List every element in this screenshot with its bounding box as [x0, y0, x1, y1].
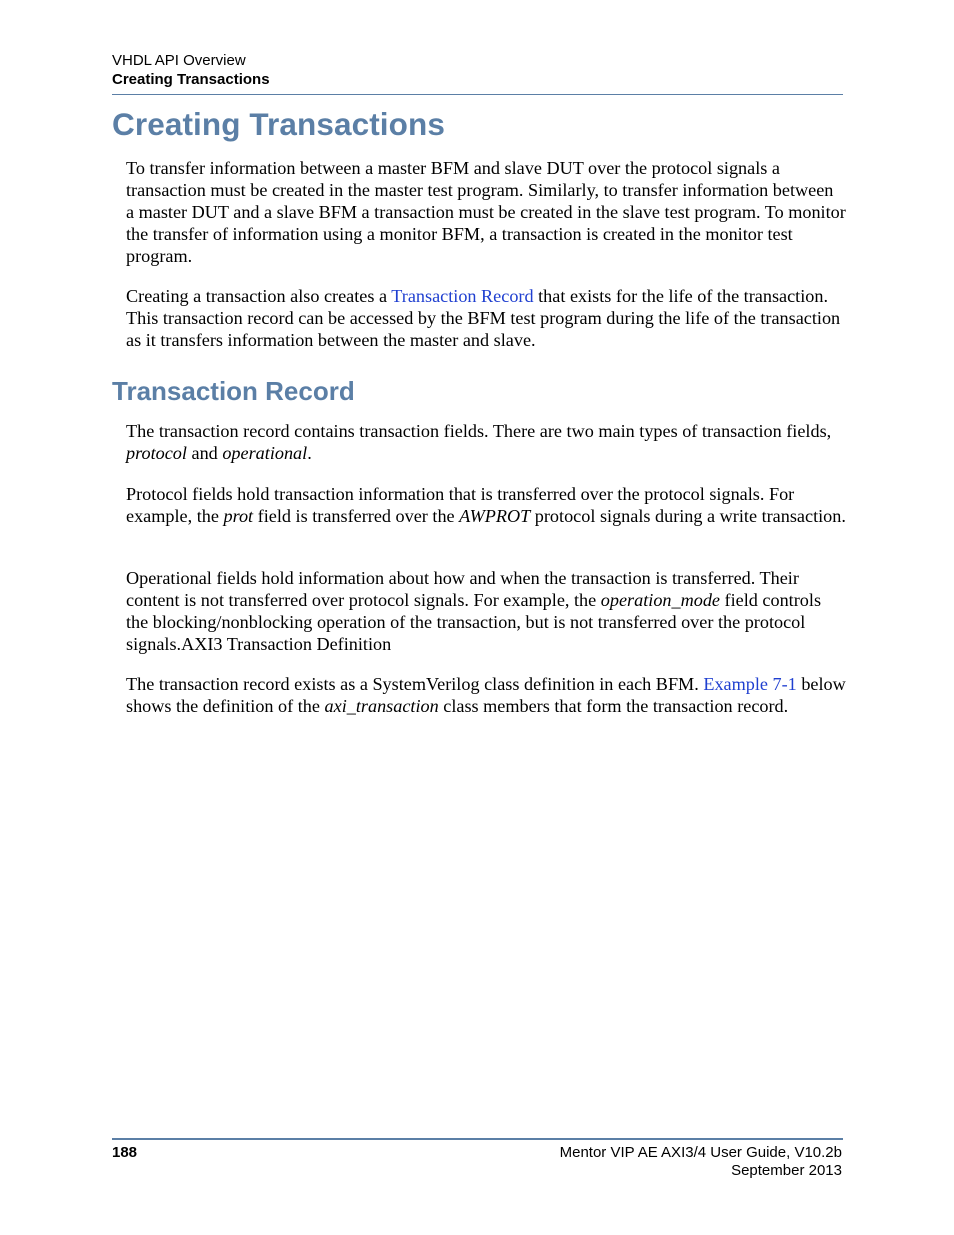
footer-info	[560, 1144, 842, 1180]
text-span: Creating a transaction also creates a	[126, 286, 392, 306]
text-span: .	[307, 443, 312, 463]
running-header-section: VHDL API Overview	[112, 52, 246, 69]
text-span: The transaction record exists as a SystemVerilog class definition in each BFM.	[126, 674, 704, 694]
text-span: The transaction record contains transaction fields. There are two main types of transaction fields,	[126, 421, 832, 441]
record-paragraph-1	[126, 420, 846, 464]
running-header-subsection: Creating Transactions	[112, 71, 270, 88]
running-header	[112, 51, 270, 89]
section-heading-transaction-record: Transaction Record	[112, 376, 355, 406]
text-span: that exists for the life of the transaction. This transaction record can be accessed by the BFM test program during the life of the transaction as it transfers information between the master and slave.	[126, 286, 841, 350]
text-span: field controls the blocking/nonblocking operation of the transaction, but is not transferred over the protocol signals.AXI3 Transaction Definition	[126, 590, 822, 654]
text-span: below shows the definition of the	[126, 674, 846, 716]
italic-term: protocol	[126, 443, 187, 463]
text-span: and	[186, 443, 223, 463]
intro-paragraph-1: To transfer information between a master BFM and slave DUT over the protocol signals a transaction must be created in the master test program. Similarly, to transfer information between a master DUT and a slave BFM a transaction must be created in the slave test program. To monitor the transfer of information using a monitor BFM, a transaction is created in the monitor test program.	[126, 158, 846, 266]
italic-term: axi_transaction	[324, 696, 439, 716]
italic-term: prot	[223, 506, 254, 526]
italic-term: operational	[222, 443, 308, 463]
record-paragraph-4	[126, 673, 846, 717]
record-paragraph-2	[126, 483, 846, 527]
text-span: protocol signals during a write transaction.	[530, 506, 846, 526]
footer-rule	[112, 1138, 843, 1140]
italic-term: operation_mode	[600, 590, 720, 610]
example-7-1-link[interactable]: Example 7-1	[703, 674, 797, 694]
page-number: 188	[112, 1144, 138, 1161]
intro-paragraph-2	[126, 285, 846, 351]
page-title: Creating Transactions	[112, 106, 445, 142]
text-span: Protocol fields hold transaction information that is transferred over the protocol signals. For example, the	[126, 484, 795, 526]
italic-term: AWPROT	[459, 506, 531, 526]
footer-guide-title: Mentor VIP AE AXI3/4 User Guide, V10.2b	[559, 1144, 842, 1161]
transaction-record-link[interactable]: Transaction Record	[391, 286, 534, 306]
text-span: field is transferred over the	[253, 506, 460, 526]
footer-date: September 2013	[731, 1162, 842, 1179]
text-span: class members that form the transaction record.	[438, 696, 789, 716]
record-paragraph-3	[126, 567, 846, 655]
header-rule	[112, 94, 843, 95]
text-span: Operational fields hold information about how and when the transaction is transferred. Their content is not transferred over protocol signals. For example, the	[126, 568, 799, 610]
